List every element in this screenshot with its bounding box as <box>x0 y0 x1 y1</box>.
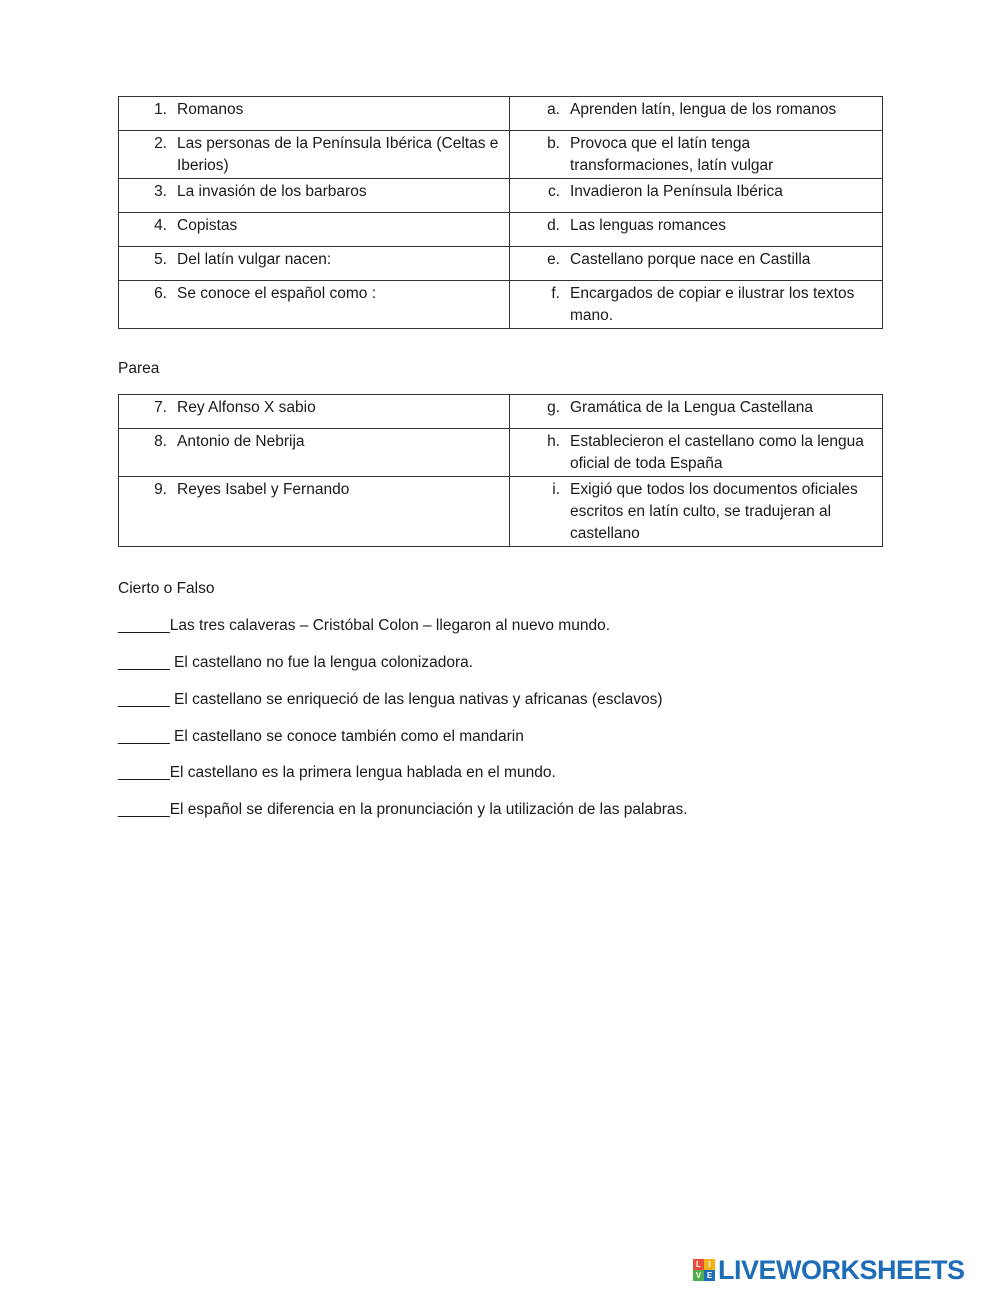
item-definition: Las lenguas romances <box>570 217 726 234</box>
item-letter: c. <box>547 183 560 200</box>
item-definition: Gramática de la Lengua Castellana <box>570 399 813 416</box>
item-number: 9. <box>154 481 167 498</box>
true-false-heading: Cierto o Falso <box>118 580 215 597</box>
item-term: Rey Alfonso X sabio <box>177 399 316 416</box>
item-letter: a. <box>547 101 560 118</box>
true-false-item: ______El español se diferencia en la pronunciación y la utilización de las palabras. <box>118 801 688 818</box>
item-letter: h. <box>547 433 560 450</box>
true-false-item: ______Las tres calaveras – Cristóbal Colon – llegaron al nuevo mundo. <box>118 617 610 634</box>
item-term: Antonio de Nebrija <box>177 433 305 450</box>
true-false-item: ______ El castellano no fue la lengua colonizadora. <box>118 654 474 671</box>
item-term: Copistas <box>177 217 238 234</box>
item-number: 2. <box>154 135 167 152</box>
logo-mark-letter: L <box>693 1259 704 1270</box>
true-false-item: ______El castellano es la primera lengua hablada en el mundo. <box>118 764 556 781</box>
item-letter: d. <box>547 217 560 234</box>
item-term: Romanos <box>177 101 244 118</box>
logo-mark-letter: V <box>693 1270 704 1281</box>
item-number: 7. <box>154 399 167 416</box>
item-number: 3. <box>154 183 167 200</box>
item-definition: Invadieron la Península Ibérica <box>570 183 783 200</box>
item-number: 1. <box>154 101 167 118</box>
logo-mark-icon <box>693 1259 715 1281</box>
item-definition: Establecieron el castellano como la lengua oficial de toda España <box>570 433 864 472</box>
item-number: 6. <box>154 285 167 302</box>
true-false-item: ______ El castellano se enriqueció de las lengua nativas y africanas (esclavos) <box>118 691 663 708</box>
item-term: La invasión de los barbaros <box>177 183 367 200</box>
item-definition: Castellano porque nace en Castilla <box>570 251 811 268</box>
table-row <box>119 97 883 131</box>
matching-table-1 <box>118 96 883 329</box>
table-row <box>119 131 883 179</box>
item-letter: f. <box>551 285 560 302</box>
parea-heading: Parea <box>118 360 160 377</box>
table-row <box>119 213 883 247</box>
table-row <box>119 477 883 547</box>
item-definition: Provoca que el latín tenga transformaciones, latín vulgar <box>570 135 774 174</box>
table-row <box>119 179 883 213</box>
item-definition: Encargados de copiar e ilustrar los textos mano. <box>570 285 855 324</box>
item-term: Las personas de la Península Ibérica (Celtas e Iberios) <box>177 135 499 174</box>
item-term: Se conoce el español como : <box>177 285 377 302</box>
item-number: 5. <box>154 251 167 268</box>
liveworksheets-logo <box>693 1256 965 1284</box>
matching-table-2 <box>118 394 883 547</box>
logo-mark-letter: I <box>704 1259 715 1270</box>
table-row <box>119 247 883 281</box>
item-definition: Exigió que todos los documentos oficiales escritos en latín culto, se tradujeran al castellano <box>570 481 858 542</box>
item-term: Del latín vulgar nacen: <box>177 251 332 268</box>
item-term: Reyes Isabel y Fernando <box>177 481 350 498</box>
logo-text: LIVEWORKSHEETS <box>718 1255 965 1285</box>
item-letter: e. <box>547 251 560 268</box>
item-number: 8. <box>154 433 167 450</box>
item-letter: i. <box>552 481 560 498</box>
table-row <box>119 395 883 429</box>
true-false-item: ______ El castellano se conoce también como el mandarin <box>118 728 524 745</box>
item-definition: Aprenden latín, lengua de los romanos <box>570 101 837 118</box>
table-row <box>119 429 883 477</box>
item-letter: b. <box>547 135 560 152</box>
logo-mark-letter: E <box>704 1270 715 1281</box>
item-letter: g. <box>547 399 560 416</box>
item-number: 4. <box>154 217 167 234</box>
table-row <box>119 281 883 329</box>
